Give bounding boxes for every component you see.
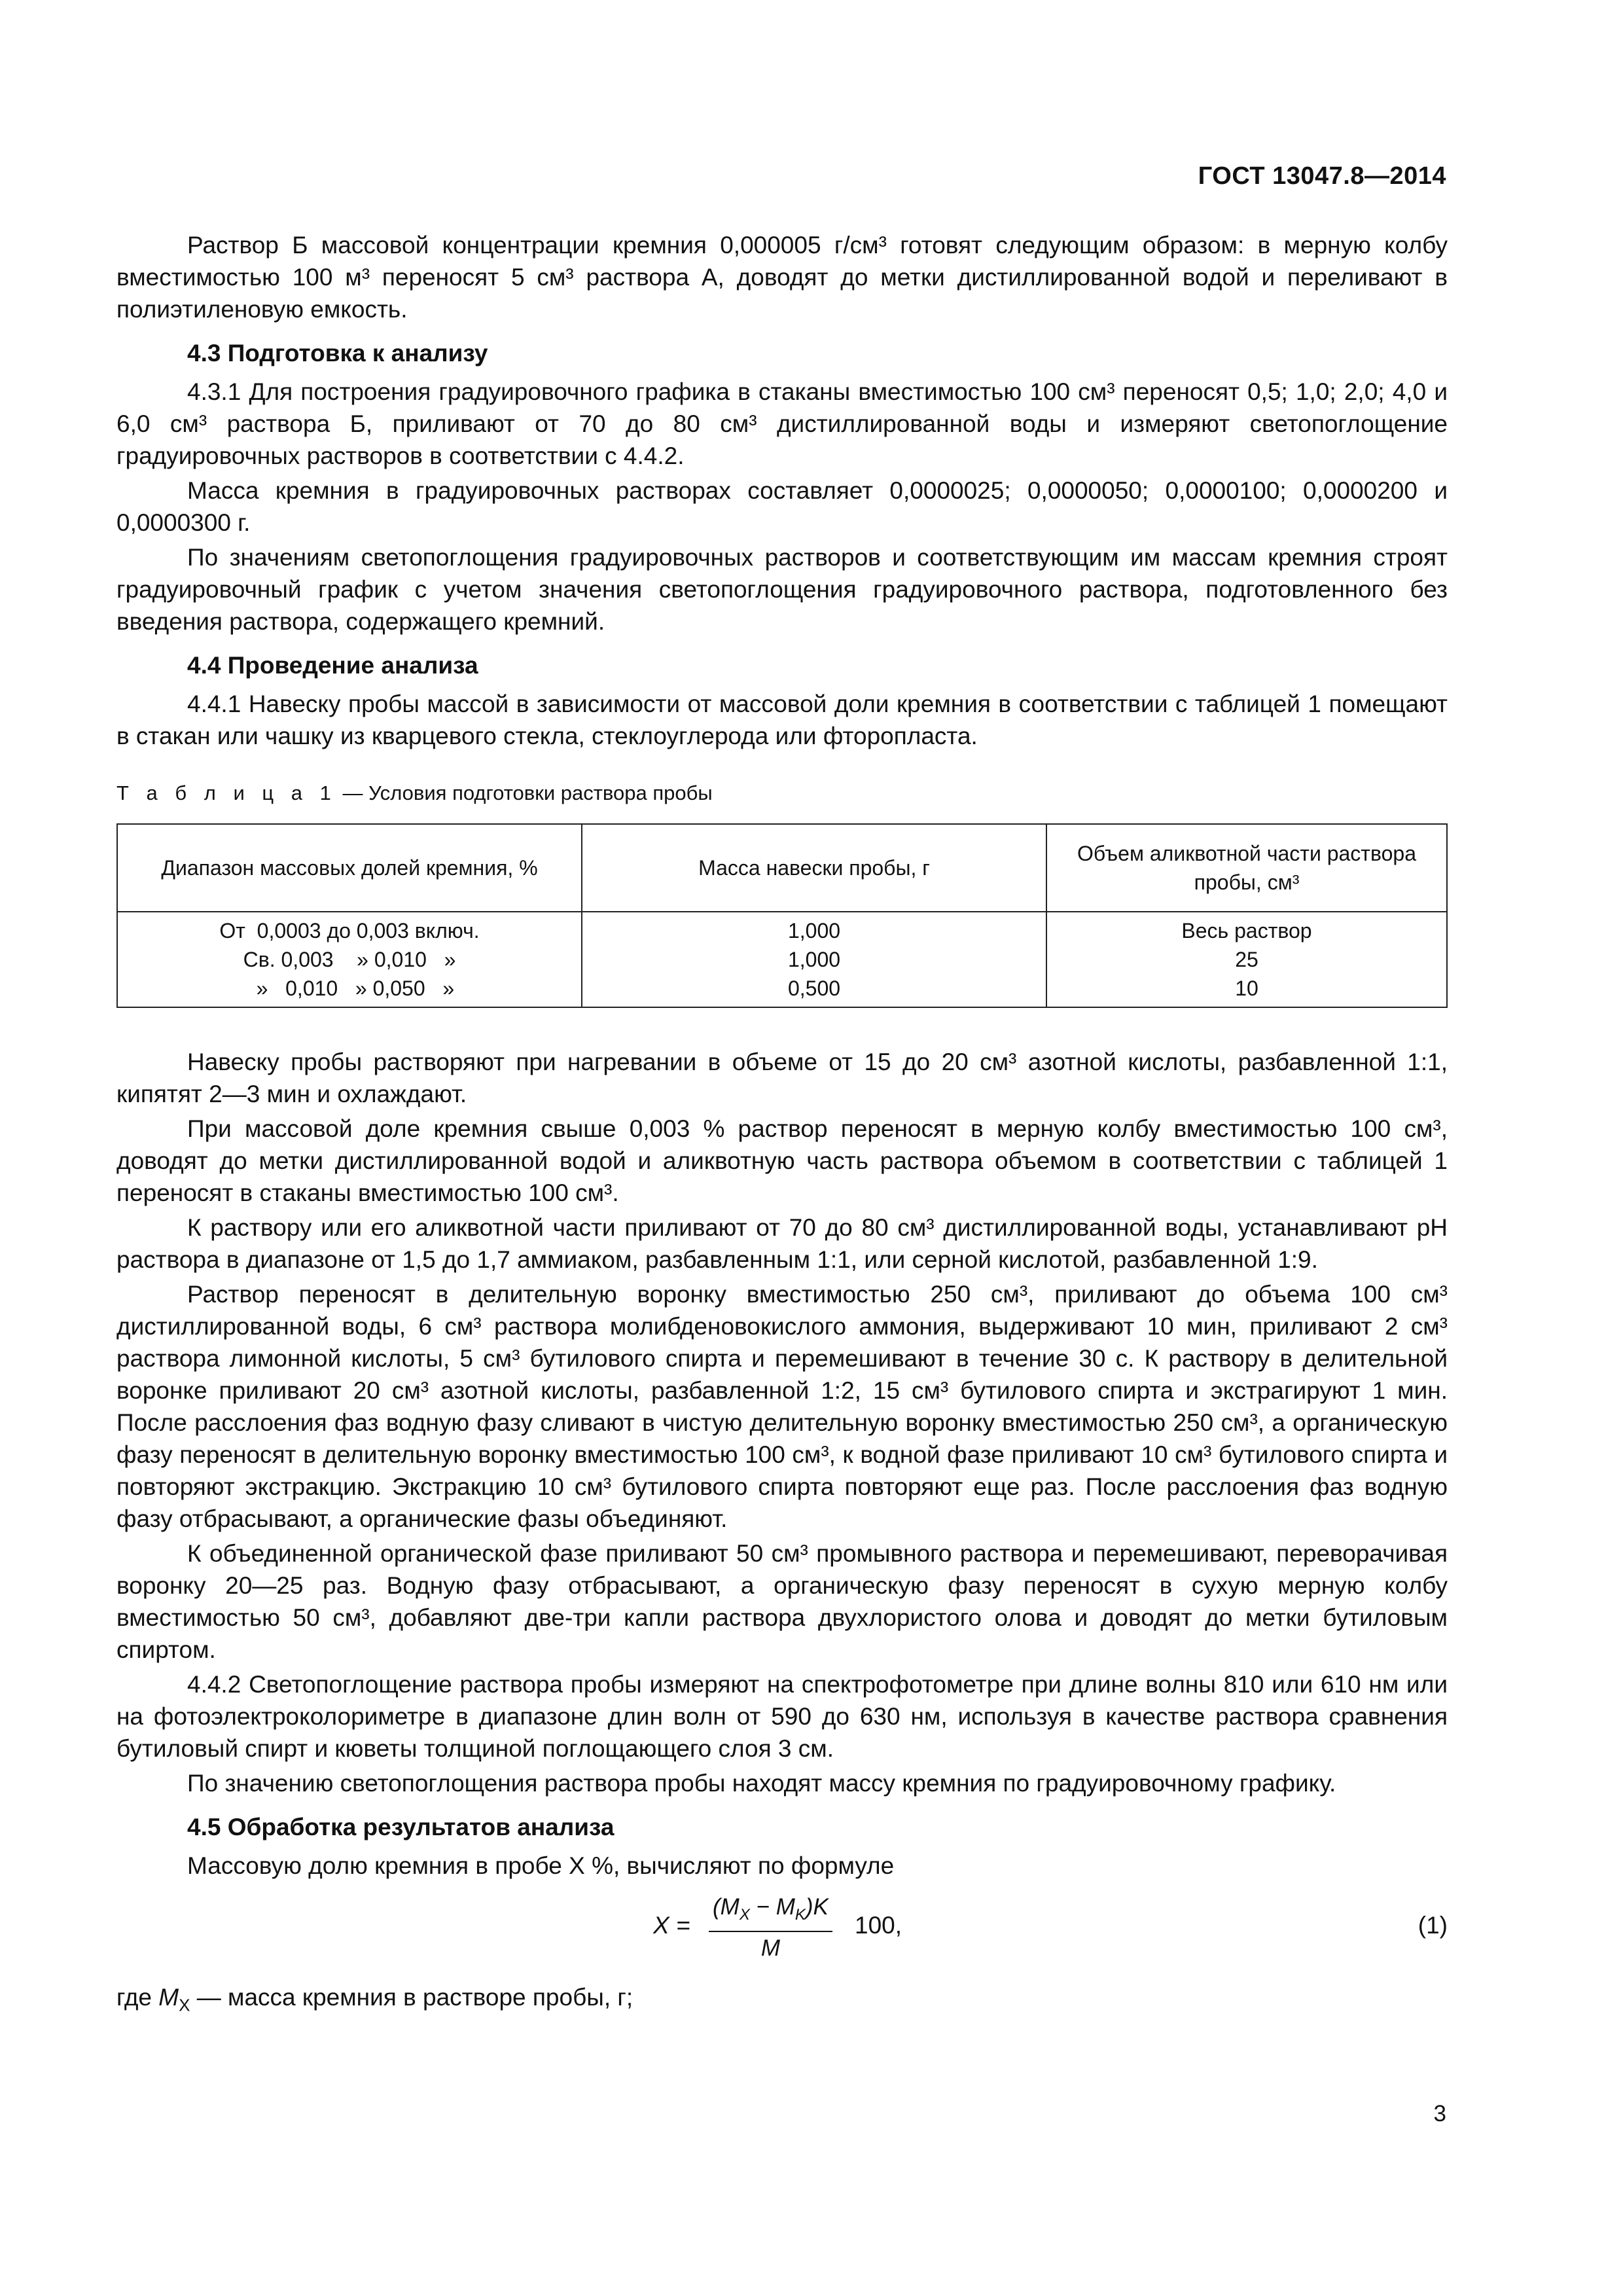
table-caption: [116, 777, 1448, 809]
sample-preparation-table: [116, 823, 1448, 1008]
paragraph-dissolution: Навеску пробы растворяют при нагревании в объеме от 15 до 20 см³ азотной кислоты, разбавленной 1:1, кипятят 2—3 мин и охлаждают.: [116, 1049, 1448, 1107]
formula-coefficient: 100,: [855, 1912, 902, 1939]
table-header-volume: Объем аликвотной части раствора пробы, см³: [1046, 824, 1447, 912]
standard-header: ГОСТ 13047.8—2014: [1198, 162, 1446, 190]
paragraph-extraction: Раствор переносят в делительную воронку вместимостью 250 см³, приливают до объема 100 см³ дистиллированной воды, 6 см³ раствора молибденовокислого аммония, выдерживают 10 мин, приливают 2 см³ раствора лимонной кислоты, 5 см³ бутилового спирта и перемешивают в течение 30 с. К раствору в делительной воронке приливают 20 см³ азотной кислоты, разбавленной 1:2, 15 см³ бутилового спирта и экстрагируют 1 мин. После расслоения фаз водную фазу сливают в чистую делительную воронку вместимостью 250 см³, а органическую фазу переносят в делительную воронку вместимостью 100 см³, к водной фазе приливают 10 см³ бутилового спирта и повторяют экстракцию. Экстракцию 10 см³ бутилового спирта повторяют еще раз. После расслоения фаз водную фазу отбрасывают, а органические фазы объединяют.: [116, 1281, 1448, 1532]
table-row: [117, 912, 1447, 1007]
paragraph-solution-b: Раствор Б массовой концентрации кремния 0,000005 г/см³ готовят следующим образом: в мерную колбу вместимостью 100 м³ переносят 5 см³ раствора А, доводят до метки дистиллированной водой и переливают в полиэтиленовую емкость.: [116, 232, 1448, 323]
paragraph-where: где $M_X$ — масса кремния в растворе пробы, г;: [116, 1984, 633, 2015]
table-cell-volume: Весь раствор 25 10: [1046, 912, 1447, 1007]
paragraph-washing: К объединенной органической фазе приливают 50 см³ промывного раствора и перемешивают, переворачивая воронку 20—25 раз. Водную фазу отбрасывают, а органическую фазу переносят в сухую мерную колбу вместимостью 50 см³, добавляют две-три капли раствора двухлористого олова и доводят до метки бутиловым спиртом.: [116, 1540, 1448, 1663]
paragraph-4-4-1: 4.4.1 Навеску пробы массой в зависимости от массовой доли кремния в соответствии с таблицей 1 помещают в стакан или чашку из кварцевого стекла, стеклоуглерода или фторопласта.: [116, 691, 1448, 749]
paragraph-formula-intro: Массовую долю кремния в пробе X %, вычисляют по формуле: [187, 1852, 895, 1879]
paragraph-transfer: При массовой доле кремния свыше 0,003 % раствор переносят в мерную колбу вместимостью 100 см³, доводят до метки дистиллированной водой и аликвотную часть раствора объемом в соответствии с таблицей 1 переносят в стаканы вместимостью 100 см³.: [116, 1115, 1448, 1206]
table-header-range: Диапазон массовых долей кремния, %: [117, 824, 582, 912]
table-cell-mass: 1,000 1,000 0,500: [582, 912, 1046, 1007]
formula-fraction: [709, 1891, 832, 1964]
formula-1: [116, 1891, 1448, 1969]
formula-denominator: M: [760, 1935, 781, 1961]
paragraph-calibration-graph: По значениям светопоглощения градуировочных растворов и соответствующим им массам кремния строят градуировочный график с учетом значения светопоглощения градуировочного раствора, подготовленного без введения раствора, содержащего кремний.: [116, 544, 1448, 635]
document-body: [116, 229, 1448, 2024]
table-cell-range: От 0,0003 до 0,003 включ. Св. 0,003 » 0,010 » » 0,010 » 0,050 »: [117, 912, 582, 1007]
table-caption-label: Т а б л и ц а 1: [116, 781, 337, 804]
formula-number: (1): [1418, 1912, 1448, 1939]
section-4-5-heading: 4.5 Обработка результатов анализа: [187, 1814, 615, 1840]
paragraph-silicon-mass: Масса кремния в градуировочных растворах составляет 0,0000025; 0,0000050; 0,0000100; 0,0000200 и 0,0000300 г.: [116, 477, 1448, 536]
page-number: 3: [1433, 2101, 1446, 2126]
section-4-3-heading: 4.3 Подготовка к анализу: [187, 340, 488, 367]
section-4-4-heading: 4.4 Проведение анализа: [187, 652, 478, 679]
paragraph-4-3-1: 4.3.1 Для построения градуировочного графика в стаканы вместимостью 100 см³ переносят 0,5; 1,0; 2,0; 4,0 и 6,0 см³ раствора Б, приливают от 70 до 80 см³ дистиллированной воды и измеряют светопоглощение градуировочных растворов в соответствии с 4.4.2.: [116, 378, 1448, 469]
table-caption-text: — Условия подготовки раствора пробы: [336, 781, 713, 804]
formula-lhs: X =: [653, 1912, 690, 1939]
table-header-mass: Масса навески пробы, г: [582, 824, 1046, 912]
paragraph-ph-adjust: К раствору или его аликвотной части приливают от 70 до 80 см³ дистиллированной воды, устанавливают pH раствора в диапазоне от 1,5 до 1,7 аммиаком, разбавленным 1:1, или серной кислотой, разбавленной 1:9.: [116, 1214, 1448, 1273]
formula-numerator: $(M_X - M_K)K$: [709, 1891, 832, 1932]
paragraph-calibration-lookup: По значению светопоглощения раствора пробы находят массу кремния по градуировочному графику.: [187, 1770, 1336, 1797]
paragraph-4-4-2: 4.4.2 Светопоглощение раствора пробы измеряют на спектрофотометре при длине волны 810 или 610 нм или на фотоэлектроколориметре в диапазоне длин волн от 590 до 630 нм, используя в качестве раствора сравнения бутиловый спирт и кюветы толщиной поглощающего слоя 3 см.: [116, 1671, 1448, 1762]
